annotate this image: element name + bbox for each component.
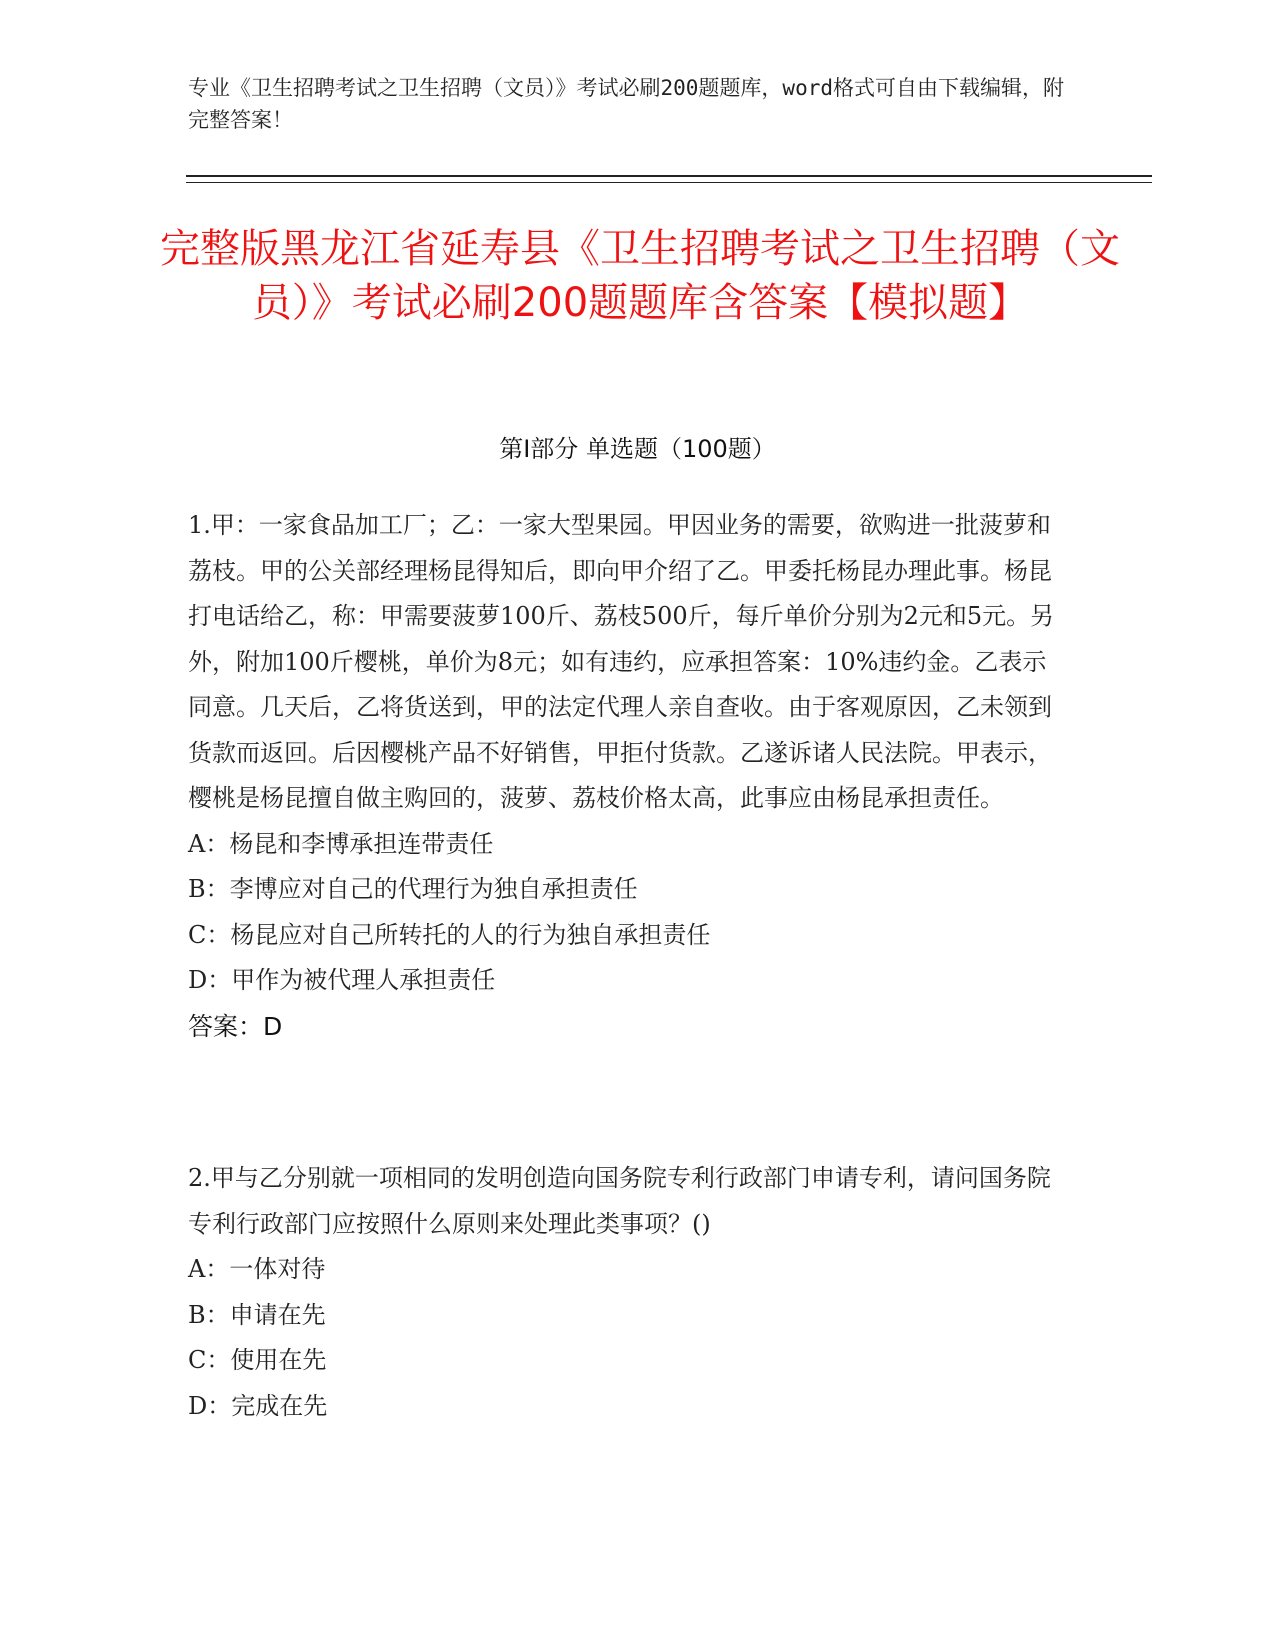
question-1-text: 1.甲：一家食品加工厂；乙：一家大型果园。甲因业务的需要，欲购进一批菠萝和荔枝。甲的公关部经理杨昆得知后，即向甲介绍了乙。甲委托杨昆办理此事。杨昆打电话给乙，称：甲需要菠萝100斤、荔枝500斤，每斤单价分别为2元和5元。另外，附加100斤樱桃，单价为8元；如有违约，应承担答案：10%违约金。乙表示同意。几天后，乙将货送到，甲的法定代理人亲自查收。由于客观原因，乙未领到货款而返回。后因樱桃产品不好销售，甲拒付货款。乙遂诉诸人民法院。甲表示，樱桃是杨昆擅自做主购回的，菠萝、荔枝价格太高，此事应由杨昆承担责任。 bbox=[188, 511, 1055, 812]
answer-value: D bbox=[263, 1011, 283, 1041]
document-title: 完整版黑龙江省延寿县《卫生招聘考试之卫生招聘（文员）》考试必刷200题题库含答案【模拟题】 bbox=[160, 226, 1120, 326]
question-1-option-d: D：甲作为被代理人承担责任 bbox=[188, 966, 496, 994]
question-1-option-a: A：杨昆和李博承担连带责任 bbox=[188, 829, 494, 858]
answer-label: 答案： bbox=[188, 1011, 264, 1041]
header-rule-thick bbox=[186, 175, 1152, 177]
section-title: 第Ⅰ部分 单选题（100题） bbox=[499, 435, 776, 463]
question-1-option-c: C：杨昆应对自己所转托的人的行为独自承担责任 bbox=[188, 920, 711, 949]
question-1-answer bbox=[188, 1004, 1068, 1049]
question-2-option-b: B：申请在先 bbox=[188, 1300, 326, 1329]
question-2-option-a: A：一体对待 bbox=[188, 1255, 326, 1283]
question-2-text: 2.甲与乙分别就一项相同的发明创造向国务院专利行政部门申请专利，请问国务院专利行政部门应按照什么原则来处理此类事项？() bbox=[188, 1164, 1051, 1238]
question-1 bbox=[188, 503, 1068, 1049]
question-2-option-d: D：完成在先 bbox=[188, 1391, 328, 1420]
question-2-option-c: C：使用在先 bbox=[188, 1346, 327, 1374]
header-rule-thin bbox=[186, 182, 1152, 183]
header-note: 专业《卫生招聘考试之卫生招聘（文员）》考试必刷200题题库，word格式可自由下载编辑，附完整答案！ bbox=[188, 76, 1064, 132]
question-2 bbox=[188, 1156, 1068, 1429]
question-1-option-b: B：李博应对自己的代理行为独自承担责任 bbox=[188, 875, 638, 903]
